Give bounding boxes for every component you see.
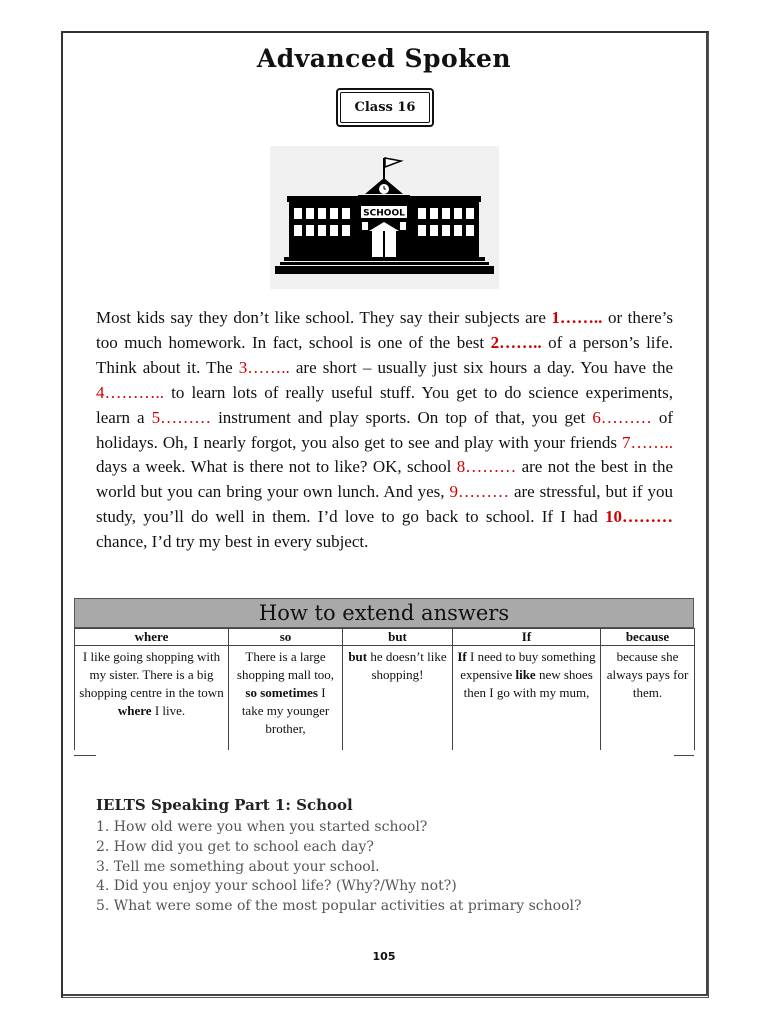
school-building-icon	[270, 146, 499, 289]
paragraph-text: days a week. What is there not to like? OK, school	[96, 457, 457, 477]
page-frame-shadow-right	[706, 33, 708, 996]
paragraph-text: of holidays. Oh, I nearly forgot, you also get to see and play with your friends	[96, 407, 673, 452]
cell-text: new shoes then I go with my mum,	[463, 667, 593, 700]
fill-in-paragraph	[96, 306, 673, 555]
cell-keyword: If	[457, 649, 467, 664]
blank-8: 8………	[456, 457, 517, 477]
paragraph-text: instrument and play sports. On top of that, you get	[211, 407, 593, 427]
table-heading: How to extend answers	[74, 598, 694, 628]
list-item: 2. How did you get to school each day?	[96, 838, 374, 855]
blank-5: 5………	[151, 407, 212, 427]
paragraph-text: are not the best in the world but you can bring your own lunch. And yes,	[96, 457, 673, 502]
cell-text: because she always pays for them.	[606, 649, 689, 700]
cell-text: I take my younger brother,	[241, 685, 330, 736]
cell-where	[75, 646, 229, 751]
paragraph-text: to learn lots of really useful stuff. You get to do science experiments, learn a	[96, 382, 673, 427]
cell-so	[229, 646, 343, 751]
list-item: 4. Did you enjoy your school life? (Why?/Why not?)	[96, 878, 457, 895]
table-bottom-line-left	[74, 755, 96, 756]
extend-answers-table	[74, 598, 694, 750]
school-sign-text: SCHOOL	[363, 208, 405, 219]
class-label-box	[336, 88, 434, 127]
cell-text: I need to buy something expensive	[460, 649, 596, 682]
list-item: 1. How old were you when you started school?	[96, 819, 428, 835]
list-item: 3. Tell me something about your school.	[96, 858, 380, 875]
cell-text: I like going shopping with my sister. There is a big shopping centre in the town	[79, 649, 224, 700]
blank-1: 1……..	[551, 308, 603, 327]
cell-if	[453, 646, 601, 751]
table-bottom-line-right	[674, 755, 694, 756]
paragraph-text: or there’s too much homework. In fact, school is one of the best	[96, 308, 673, 352]
paragraph-text: of a person’s life. Think about it. The	[96, 332, 673, 377]
blank-6: 6………	[592, 407, 652, 427]
cell-text: I live.	[151, 703, 186, 718]
blank-10: 10………	[605, 507, 673, 527]
cell-but	[343, 646, 453, 751]
cell-because	[601, 646, 695, 751]
table-row	[75, 646, 695, 751]
cell-keyword: but	[348, 649, 368, 664]
paragraph-text: are stressful, but if you study, you’ll do well in them. I’d love to go back to school. If I had	[96, 482, 673, 527]
connector-table	[74, 628, 695, 750]
page-number: 105	[372, 950, 396, 963]
cell-keyword: so sometimes	[245, 685, 318, 700]
blank-2: 2……..	[490, 332, 542, 352]
blank-7: 7……..	[622, 432, 673, 452]
page-frame-shadow-bottom	[63, 994, 708, 996]
blank-3: 3……..	[238, 357, 290, 377]
ielts-section-title: IELTS Speaking Part 1: School	[96, 796, 353, 814]
cell-text: he doesn’t like shopping!	[367, 649, 447, 682]
column-header-but: but	[343, 629, 453, 646]
column-header-so: so	[229, 629, 343, 646]
list-item: 5. What were some of the most popular activities at primary school?	[96, 898, 582, 915]
paragraph-text: Most kids say they don’t like school. They say their subjects are	[96, 308, 552, 327]
column-header-if: If	[453, 629, 601, 646]
blank-4: 4………..	[96, 382, 164, 402]
class-label: Class 16	[354, 100, 416, 115]
school-building-image	[270, 146, 499, 289]
table-header-row	[75, 629, 695, 646]
paragraph-text: chance, I’d try my best in every subject.	[96, 532, 369, 552]
page-title: Advanced Spoken	[256, 44, 512, 73]
paragraph-text: are short – usually just six hours a day. You have the	[289, 357, 673, 377]
ielts-question-list	[96, 818, 582, 917]
column-header-where: where	[75, 629, 229, 646]
cell-text: There is a large shopping mall too,	[236, 649, 335, 682]
column-header-because: because	[601, 629, 695, 646]
cell-keyword: where	[117, 703, 152, 718]
cell-keyword: like	[515, 667, 536, 682]
blank-9: 9………	[449, 482, 509, 502]
